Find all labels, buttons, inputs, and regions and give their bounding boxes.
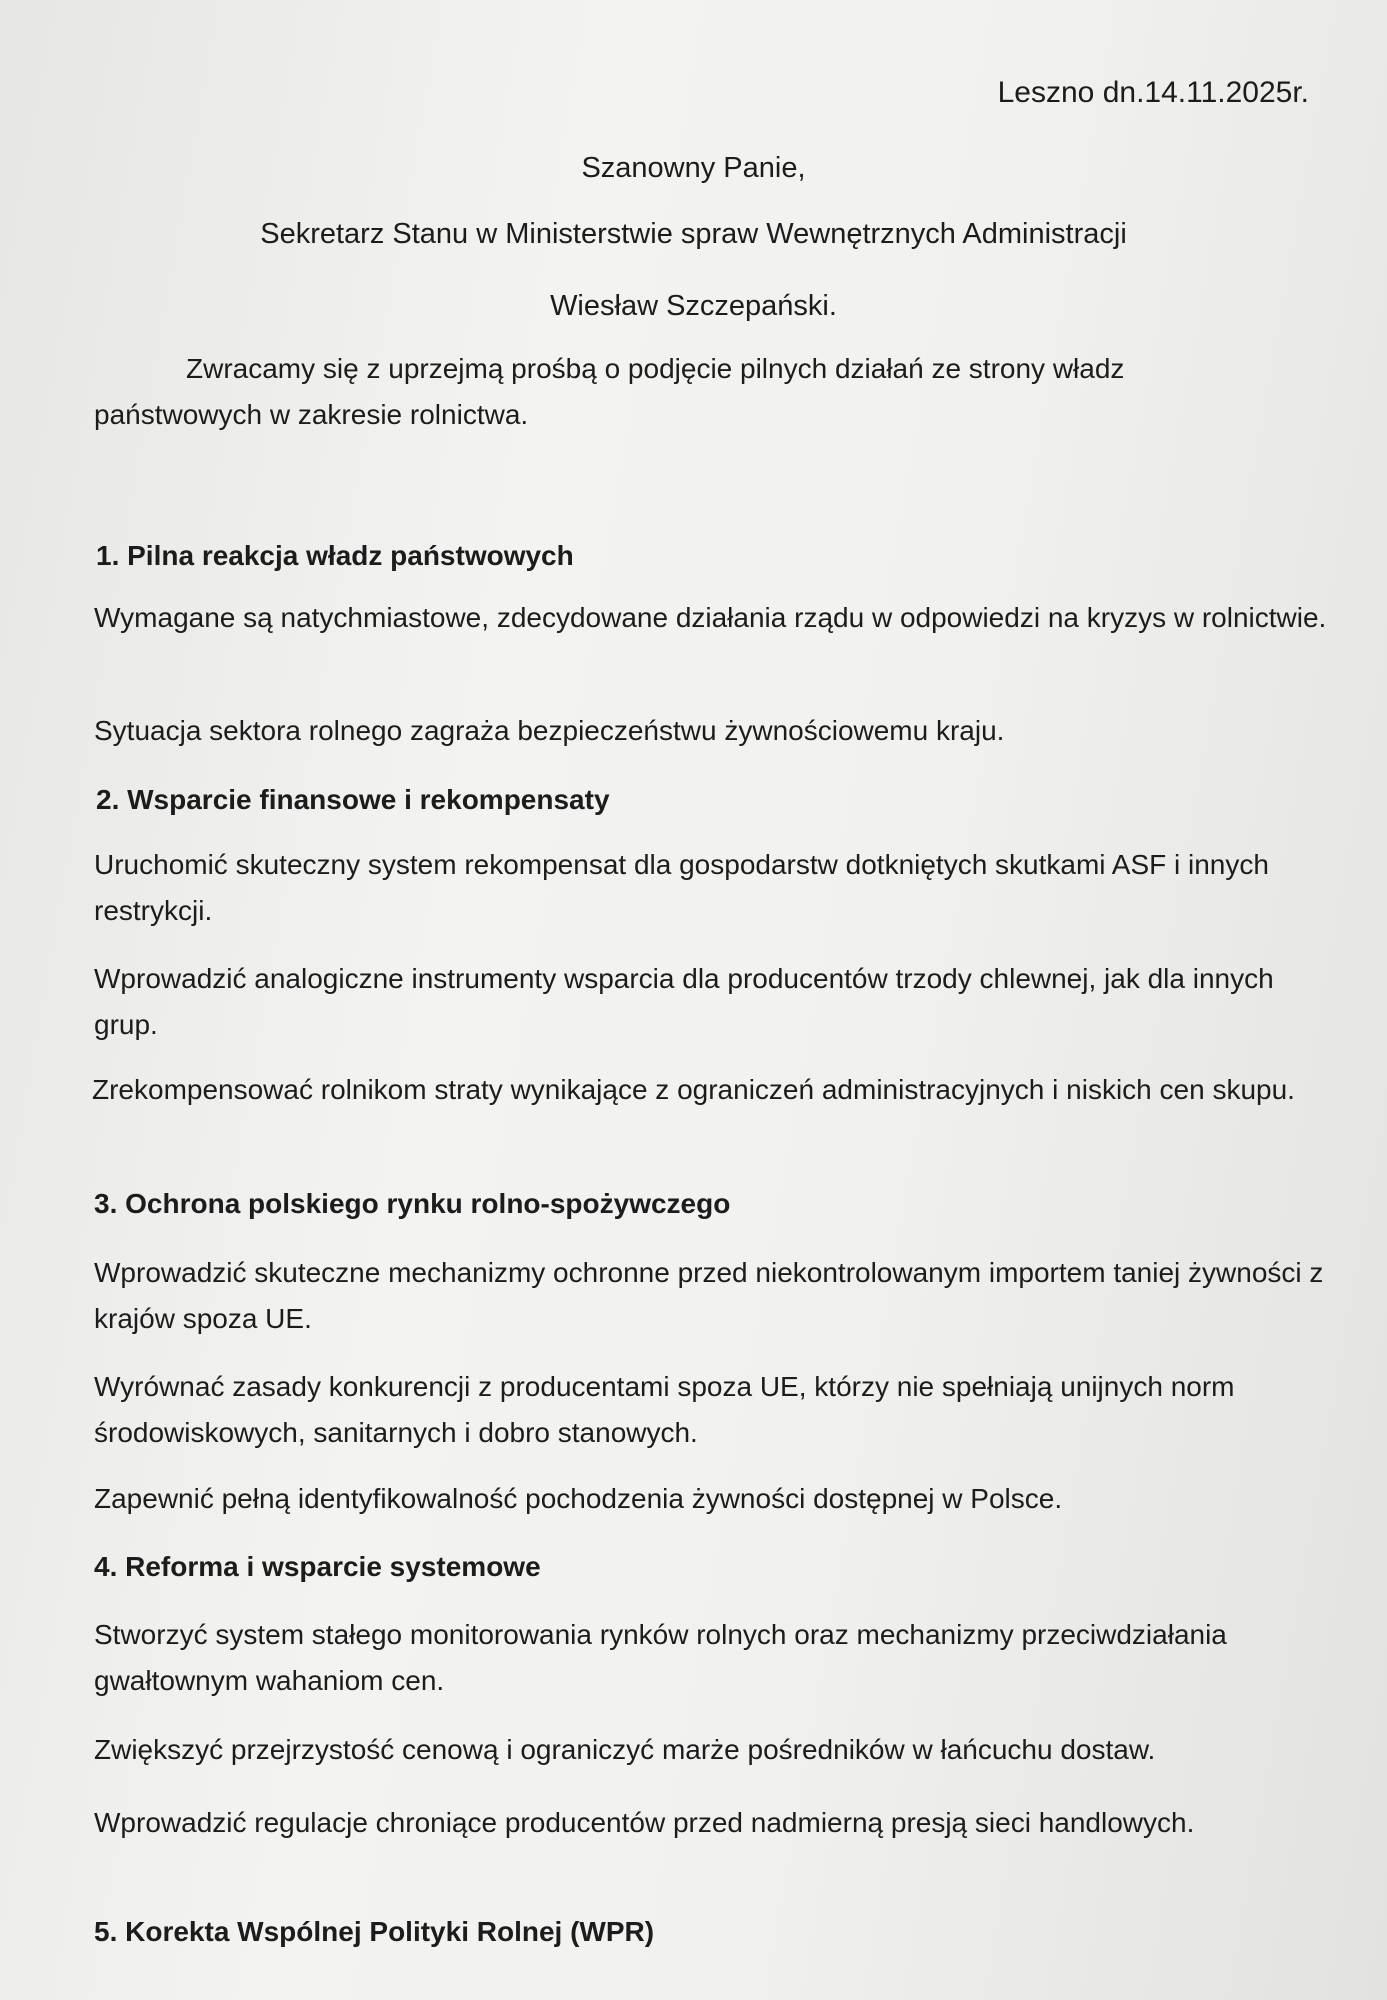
- section-heading-2: 2. Wsparcie finansowe i rekompensaty: [96, 784, 610, 815]
- section-2-paragraph-3: Zrekompensować rolnikom straty wynikające z ograniczeń administracyjnych i niskich cen skupu.: [92, 1074, 1295, 1105]
- section-3-paragraph-3: Zapewnić pełną identyfikowalność pochodzenia żywności dostępnej w Polsce.: [94, 1483, 1063, 1514]
- section-2-paragraph-1: Uruchomić skuteczny system rekompensat dla gospodarstw dotkniętych skutkami ASF i innych restrykcji.: [94, 849, 1269, 926]
- section-heading-5: 5. Korekta Wspólnej Polityki Rolnej (WPR): [94, 1916, 655, 1947]
- section-1-paragraph-1: Wymagane są natychmiastowe, zdecydowane działania rządu w odpowiedzi na kryzys w rolnictwie.: [94, 602, 1327, 633]
- recipient-title: Sekretarz Stanu w Ministerstwie spraw Wewnętrznych Administracji: [260, 218, 1127, 250]
- section-4-paragraph-3: Wprowadzić regulacje chroniące producentów przed nadmierną presją sieci handlowych.: [94, 1807, 1195, 1838]
- section-2-paragraph-2: Wprowadzić analogiczne instrumenty wsparcia dla producentów trzody chlewnej, jak dla innych grup.: [94, 963, 1274, 1040]
- section-1-paragraph-2: Sytuacja sektora rolnego zagraża bezpieczeństwu żywnościowemu kraju.: [94, 715, 1005, 746]
- section-3-paragraph-1: Wprowadzić skuteczne mechanizmy ochronne przed niekontrolowanym importem taniej żywności z krajów spoza UE.: [94, 1257, 1324, 1334]
- section-heading-3: 3. Ochrona polskiego rynku rolno-spożywczego: [94, 1188, 731, 1219]
- section-4-paragraph-2: Zwiększyć przejrzystość cenową i ograniczyć marże pośredników w łańcuchu dostaw.: [94, 1734, 1156, 1765]
- intro-paragraph: Zwracamy się z uprzejmą prośbą o podjęcie pilnych działań ze strony władz państwowych w zakresie rolnictwa.: [94, 353, 1125, 430]
- letter-date: Leszno dn.14.11.2025r.: [997, 76, 1309, 109]
- recipient-name: Wiesław Szczepański.: [550, 290, 837, 322]
- section-4-paragraph-1: Stworzyć system stałego monitorowania rynków rolnych oraz mechanizmy przeciwdziałania gwałtownym wahaniom cen.: [94, 1619, 1227, 1696]
- section-3-paragraph-2: Wyrównać zasady konkurencji z producentami spoza UE, którzy nie spełniają unijnych norm środowiskowych, sanitarnych i dobro stanowych.: [94, 1371, 1235, 1448]
- salutation: Szanowny Panie,: [581, 152, 806, 184]
- section-heading-4: 4. Reforma i wsparcie systemowe: [94, 1551, 541, 1582]
- section-heading-1: 1. Pilna reakcja władz państwowych: [96, 540, 574, 571]
